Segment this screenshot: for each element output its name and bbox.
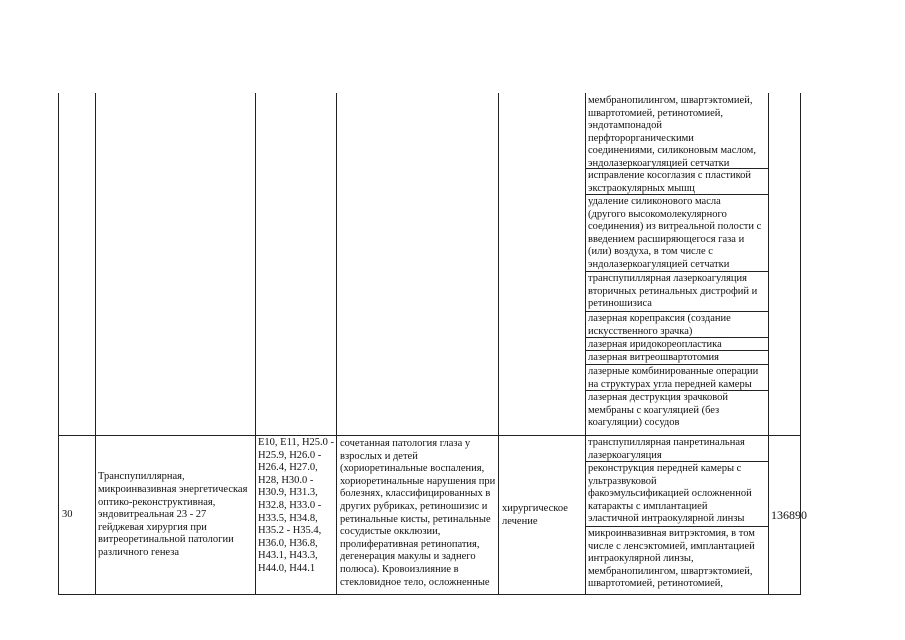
method-text: реконструкция передней камеры с ультразвуковой факоэмульсификацией осложненной катаракты с имплантацией эластичной интраокулярной линзы	[588, 463, 752, 525]
column-divider	[255, 93, 256, 594]
method-text: исправление косоглазия с пластикой экстраокулярных мышц	[588, 170, 752, 194]
method-text: лазерная иридокореопластика	[588, 339, 722, 350]
column-divider	[768, 93, 769, 594]
method-text: транспупиллярная лазеркоагуляция вторичных ретинальных дистрофий и ретиношизиса	[588, 273, 758, 310]
column-divider	[498, 93, 499, 594]
row-divider	[585, 526, 768, 527]
medical-services-table	[58, 93, 807, 595]
method-text: удаление силиконового масла (другого высокомолекулярного соединения) из витреальной полости с введением расширяющегося газа и (или) воздуха, в том числе с эндолазеркоагуляцией сетчатки	[588, 196, 762, 270]
method-text: лазерные комбинированные операции на структурах угла передней камеры	[588, 366, 759, 390]
row-number: 30	[62, 509, 73, 521]
row-divider	[585, 364, 768, 365]
price-value: 136890	[771, 508, 807, 523]
patient-model: сочетанная патология глаза у взрослых и детей (хориоретинальные воспаления, хориоретинальные нарушения при болезнях, классифицированных в других рубриках, ретиношизис и ретинальные кисты, ретинальные сосудистые окклюзии, пролиферативная ретинопатия, дегенерация макулы и заднего полюса). Кровоизлияние в стекловидное тело, осложненные	[340, 438, 496, 588]
treatment-type: хирургическое лечение	[502, 502, 568, 527]
method-text: мембранопилингом, швартэктомией, швартотомией, ретинотомией, эндотампонадой перфторорганическими соединениями, силиконовым маслом, эндолазеркоагуляцией сетчатки	[588, 95, 756, 169]
service-name: Транспупиллярная, микроинвазивная энергетическая оптико-реконструктивная, эндовитреальная 23 - 27 гейджевая хирургия при витреоретинальной патологии различного генеза	[98, 471, 248, 558]
method-text: микроинвазивная витрэктомия, в том числе с ленсэктомией, имплантацией интраокулярной линзы, мембранопилингом, швартэктомией, швартотомией, ретинотомией,	[588, 528, 755, 590]
method-text: лазерная витреошвартотомия	[588, 352, 719, 363]
diagnosis-codes: E10, E11, H25.0 - H25.9, H26.0 - H26.4, H27.0, H28, H30.0 - H30.9, H31.3, H32.8, H33.0 - H33.5, H34.8, H35.2 - H35.4, H36.0, H36.8, H43.1, H43.3, H44.0, H44.1	[258, 437, 335, 574]
method-text: транспупиллярная панретинальная лазеркоагуляция	[588, 437, 745, 461]
method-text: лазерная деструкция зрачковой мембраны с коагуляцией (без коагуляции) сосудов	[588, 392, 728, 429]
row-divider	[585, 311, 768, 312]
column-divider	[95, 93, 96, 594]
column-divider	[336, 93, 337, 594]
method-text: лазерная корепраксия (создание искусственного зрачка)	[588, 313, 731, 337]
